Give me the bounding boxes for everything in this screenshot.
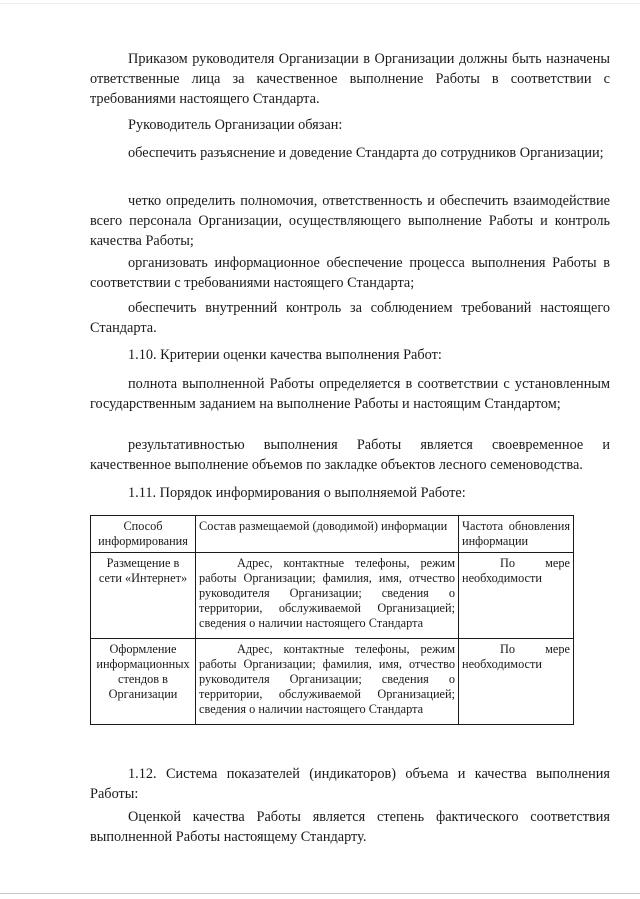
cell-frequency: [459, 553, 574, 639]
table-row: [91, 639, 574, 725]
table-header-row: [91, 516, 574, 553]
section-heading-1-12: 1.12. Система показателей (индикаторов) объема и качества выполнения Работы:: [90, 766, 610, 802]
section-heading-1-10: 1.10. Критерии оценки качества выполнения Работ:: [128, 347, 442, 363]
cell-method: Размещение в сети «Интернет»: [91, 553, 196, 639]
cell-frequency: [459, 639, 574, 725]
header-content: Состав размещаемой (доводимой) информации: [196, 516, 459, 553]
paragraph-obligation-info: организовать информационное обеспечение процесса выполнения Работы в соответствии с требованиями настоящего Стандарта;: [90, 255, 610, 291]
paragraph-criteria-effectiveness: результативностью выполнения Работы является своевременное и качественное выполнение объемов по закладке объектов лесного семеноводства.: [90, 437, 610, 473]
cell-content: [196, 639, 459, 725]
section-heading-1-11: 1.11. Порядок информирования о выполняемой Работе:: [128, 485, 466, 501]
paragraph-obligation-authority: четко определить полномочия, ответственность и обеспечить взаимодействие всего персонала Организации, осуществляющего выполнение Работы и контроль качества Работы;: [90, 193, 610, 249]
paragraph-quality-assessment: Оценкой качества Работы является степень фактического соответствия выполненной Работы настоящему Стандарту.: [90, 809, 610, 845]
paragraph-obligation-control: обеспечить внутренний контроль за соблюдением требований настоящего Стандарта.: [90, 300, 610, 336]
paragraph-criteria-completeness: полнота выполненной Работы определяется в соответствии с установленным государственным заданием на выполнение Работы и настоящим Стандартом;: [90, 376, 610, 412]
scan-edge-top: [0, 3, 640, 4]
cell-frequency-text: По мере необходимости: [462, 556, 570, 585]
cell-content: [196, 553, 459, 639]
paragraph-obligation-explain: обеспечить разъяснение и доведение Стандарта до сотрудников Организации;: [128, 145, 604, 161]
information-table: [90, 515, 574, 725]
cell-frequency-text: По мере необходимости: [462, 642, 570, 671]
cell-content-text: Адрес, контактные телефоны, режим работы Организации; фамилия, имя, отчество руководителя Организации; сведения о территории, обслуживаемой Организацией; сведения о наличии настоящего Стандарта: [199, 556, 455, 630]
header-method: Способ информирования: [91, 516, 196, 553]
scan-edge-bottom: [0, 893, 640, 894]
paragraph-responsible-persons: Приказом руководителя Организации в Организации должны быть назначены ответственные лица за качественное выполнение Работы в соответствии с требованиями настоящего Стандарта.: [90, 51, 610, 107]
cell-method: Оформление информационных стендов в Организации: [91, 639, 196, 725]
header-frequency: Частота обновления информации: [459, 516, 574, 553]
cell-content-text: Адрес, контактные телефоны, режим работы Организации; фамилия, имя, отчество руководителя Организации; сведения о территории, обслуживаемой Организацией; сведения о наличии настоящего Стандарта: [199, 642, 455, 716]
table-row: [91, 553, 574, 639]
paragraph-head-obligations: Руководитель Организации обязан:: [128, 117, 343, 133]
